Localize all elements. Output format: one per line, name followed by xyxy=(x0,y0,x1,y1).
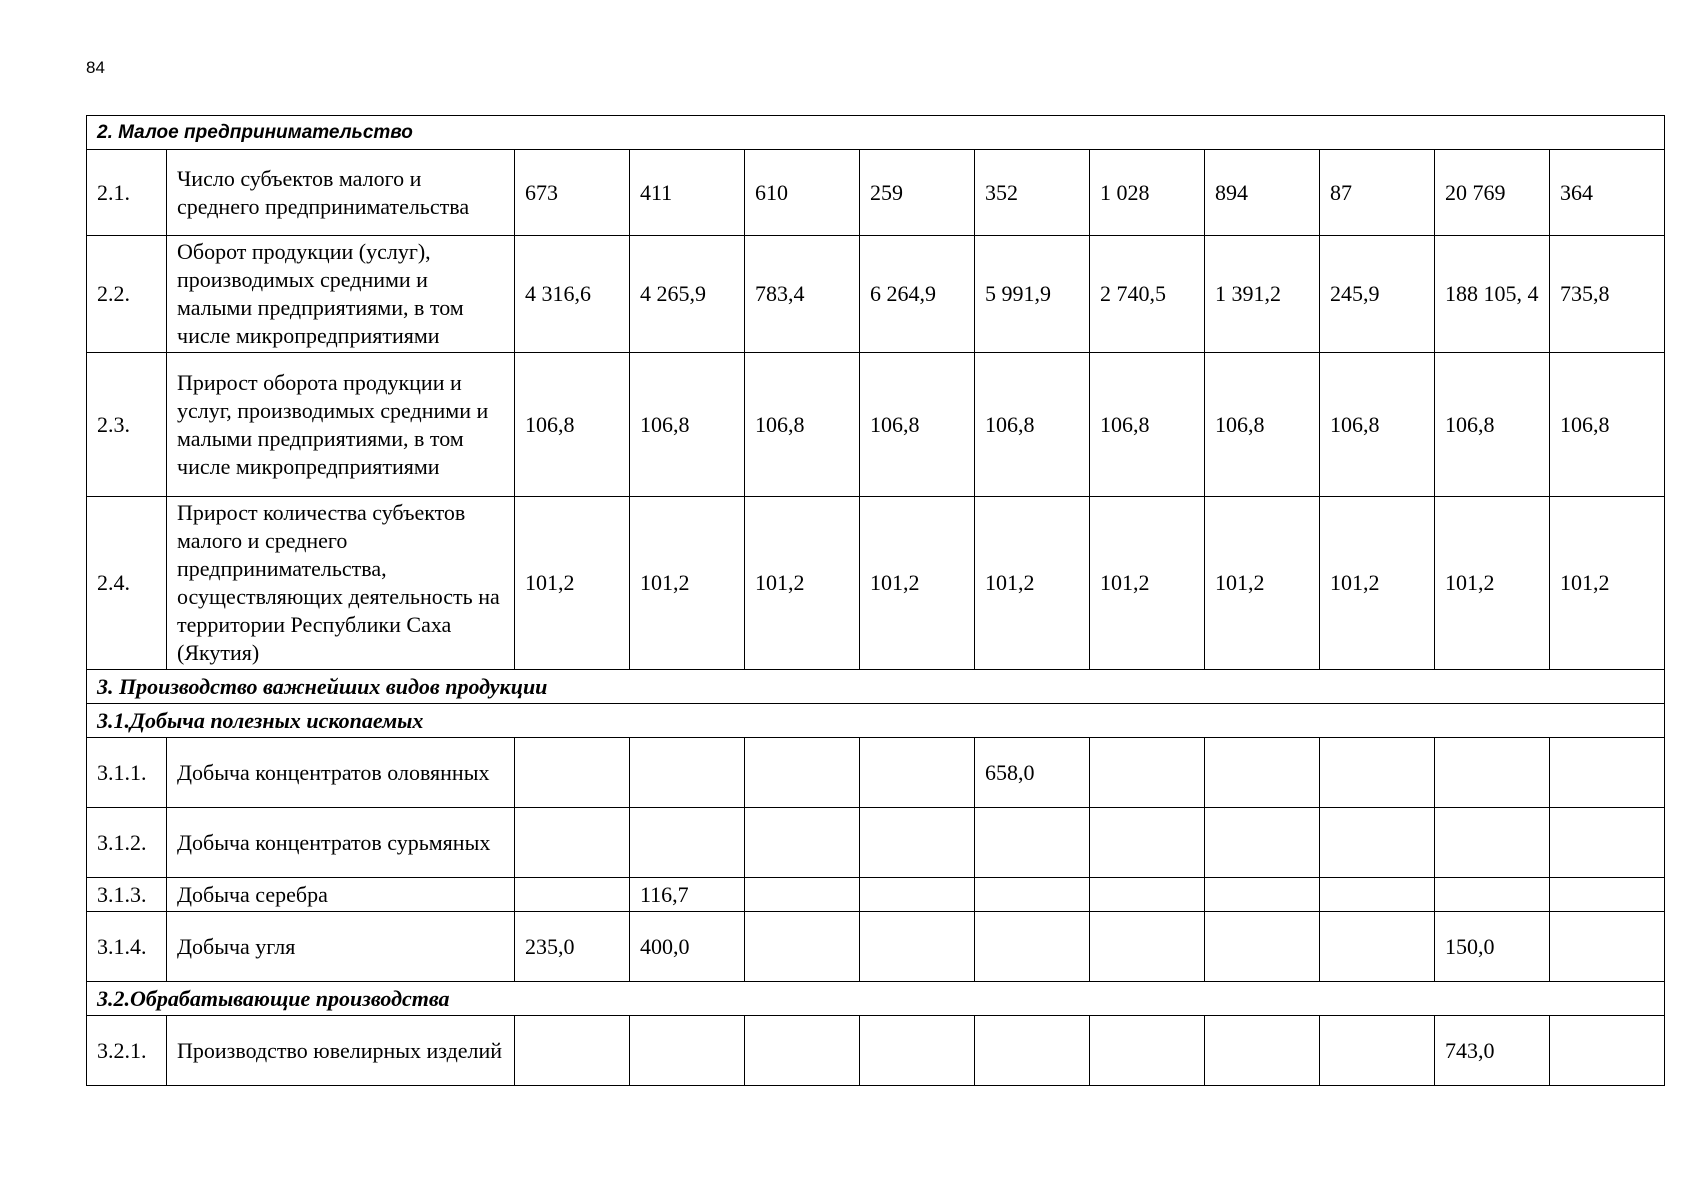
value-cell: 101,2 xyxy=(745,497,860,670)
value-cell: 4 316,6 xyxy=(515,236,630,353)
value-cell xyxy=(1550,1016,1665,1086)
value-cell: 101,2 xyxy=(1090,497,1205,670)
value-cell xyxy=(745,912,860,982)
value-cell xyxy=(1320,738,1435,808)
indicators-table xyxy=(86,115,1665,1086)
value-cell xyxy=(1320,878,1435,912)
table-row xyxy=(87,1016,1665,1086)
value-cell xyxy=(1090,808,1205,878)
row-code: 2.2. xyxy=(87,236,167,353)
row-name: Прирост оборота продукции и услуг, производимых средними и малыми предприятиями, в том числе микропредприятиями xyxy=(167,353,515,497)
value-cell xyxy=(630,738,745,808)
row-code: 3.1.1. xyxy=(87,738,167,808)
value-cell: 87 xyxy=(1320,150,1435,236)
value-cell xyxy=(745,738,860,808)
value-cell: 610 xyxy=(745,150,860,236)
value-cell xyxy=(1205,808,1320,878)
value-cell xyxy=(975,912,1090,982)
section-row xyxy=(87,116,1665,150)
value-cell xyxy=(515,1016,630,1086)
row-code: 2.3. xyxy=(87,353,167,497)
value-cell: 106,8 xyxy=(1435,353,1550,497)
value-cell: 783,4 xyxy=(745,236,860,353)
value-cell: 106,8 xyxy=(1090,353,1205,497)
section-heading: 3.2.Обрабатывающие производства xyxy=(87,982,1665,1016)
value-cell: 400,0 xyxy=(630,912,745,982)
value-cell xyxy=(860,878,975,912)
row-name: Прирост количества субъектов малого и среднего предпринимательства, осуществляющих деятельность на территории Республики Саха (Якутия) xyxy=(167,497,515,670)
value-cell xyxy=(515,878,630,912)
section-row xyxy=(87,982,1665,1016)
value-cell xyxy=(975,878,1090,912)
value-cell: 101,2 xyxy=(515,497,630,670)
row-code: 2.1. xyxy=(87,150,167,236)
value-cell: 101,2 xyxy=(860,497,975,670)
value-cell: 411 xyxy=(630,150,745,236)
row-code: 3.2.1. xyxy=(87,1016,167,1086)
section-heading: 3.1.Добыча полезных ископаемых xyxy=(87,704,1665,738)
value-cell: 188 105, 4 xyxy=(1435,236,1550,353)
value-cell: 101,2 xyxy=(1205,497,1320,670)
value-cell: 101,2 xyxy=(975,497,1090,670)
row-name: Добыча концентратов сурьмяных xyxy=(167,808,515,878)
value-cell xyxy=(1090,738,1205,808)
value-cell: 235,0 xyxy=(515,912,630,982)
table-row xyxy=(87,738,1665,808)
value-cell xyxy=(860,808,975,878)
table-row xyxy=(87,353,1665,497)
value-cell: 2 740,5 xyxy=(1090,236,1205,353)
value-cell: 101,2 xyxy=(1550,497,1665,670)
value-cell: 101,2 xyxy=(630,497,745,670)
value-cell: 259 xyxy=(860,150,975,236)
value-cell: 352 xyxy=(975,150,1090,236)
row-code: 3.1.3. xyxy=(87,878,167,912)
value-cell xyxy=(860,1016,975,1086)
value-cell xyxy=(1550,878,1665,912)
value-cell xyxy=(860,912,975,982)
value-cell xyxy=(860,738,975,808)
value-cell xyxy=(975,808,1090,878)
value-cell xyxy=(745,878,860,912)
value-cell: 101,2 xyxy=(1435,497,1550,670)
value-cell xyxy=(630,1016,745,1086)
value-cell xyxy=(630,808,745,878)
value-cell: 101,2 xyxy=(1320,497,1435,670)
row-name: Производство ювелирных изделий xyxy=(167,1016,515,1086)
value-cell: 1 391,2 xyxy=(1205,236,1320,353)
section-row xyxy=(87,704,1665,738)
value-cell xyxy=(1205,1016,1320,1086)
row-name: Добыча концентратов оловянных xyxy=(167,738,515,808)
section-heading: 3. Производство важнейших видов продукции xyxy=(87,670,1665,704)
value-cell: 106,8 xyxy=(1320,353,1435,497)
value-cell: 743,0 xyxy=(1435,1016,1550,1086)
row-name: Число субъектов малого и среднего предпринимательства xyxy=(167,150,515,236)
value-cell: 106,8 xyxy=(1205,353,1320,497)
value-cell xyxy=(745,808,860,878)
table-row xyxy=(87,150,1665,236)
value-cell: 106,8 xyxy=(975,353,1090,497)
value-cell: 658,0 xyxy=(975,738,1090,808)
value-cell: 4 265,9 xyxy=(630,236,745,353)
value-cell xyxy=(1435,878,1550,912)
section-row xyxy=(87,670,1665,704)
value-cell: 1 028 xyxy=(1090,150,1205,236)
value-cell xyxy=(1550,808,1665,878)
value-cell: 673 xyxy=(515,150,630,236)
value-cell xyxy=(1320,808,1435,878)
value-cell: 20 769 xyxy=(1435,150,1550,236)
value-cell xyxy=(975,1016,1090,1086)
value-cell xyxy=(745,1016,860,1086)
table-row xyxy=(87,808,1665,878)
value-cell: 364 xyxy=(1550,150,1665,236)
row-code: 3.1.2. xyxy=(87,808,167,878)
value-cell: 106,8 xyxy=(1550,353,1665,497)
value-cell: 106,8 xyxy=(860,353,975,497)
value-cell: 106,8 xyxy=(515,353,630,497)
row-code: 2.4. xyxy=(87,497,167,670)
value-cell xyxy=(1090,878,1205,912)
value-cell xyxy=(1205,738,1320,808)
row-name: Добыча угля xyxy=(167,912,515,982)
table-row xyxy=(87,912,1665,982)
value-cell: 150,0 xyxy=(1435,912,1550,982)
value-cell: 5 991,9 xyxy=(975,236,1090,353)
value-cell: 116,7 xyxy=(630,878,745,912)
value-cell xyxy=(1435,738,1550,808)
value-cell xyxy=(1320,912,1435,982)
value-cell xyxy=(515,738,630,808)
value-cell: 894 xyxy=(1205,150,1320,236)
value-cell xyxy=(1550,738,1665,808)
table-row xyxy=(87,236,1665,353)
row-name: Оборот продукции (услуг), производимых средними и малыми предприятиями, в том числе микропредприятиями xyxy=(167,236,515,353)
value-cell xyxy=(1550,912,1665,982)
value-cell: 106,8 xyxy=(745,353,860,497)
value-cell xyxy=(1090,1016,1205,1086)
value-cell xyxy=(1435,808,1550,878)
row-code: 3.1.4. xyxy=(87,912,167,982)
value-cell: 245,9 xyxy=(1320,236,1435,353)
value-cell: 6 264,9 xyxy=(860,236,975,353)
page-number: 84 xyxy=(86,58,105,77)
value-cell xyxy=(1205,878,1320,912)
table-row xyxy=(87,878,1665,912)
value-cell xyxy=(515,808,630,878)
value-cell xyxy=(1205,912,1320,982)
table-row xyxy=(87,497,1665,670)
value-cell: 735,8 xyxy=(1550,236,1665,353)
value-cell xyxy=(1090,912,1205,982)
section-heading: 2. Малое предпринимательство xyxy=(87,116,1665,150)
row-name: Добыча серебра xyxy=(167,878,515,912)
value-cell xyxy=(1320,1016,1435,1086)
value-cell: 106,8 xyxy=(630,353,745,497)
